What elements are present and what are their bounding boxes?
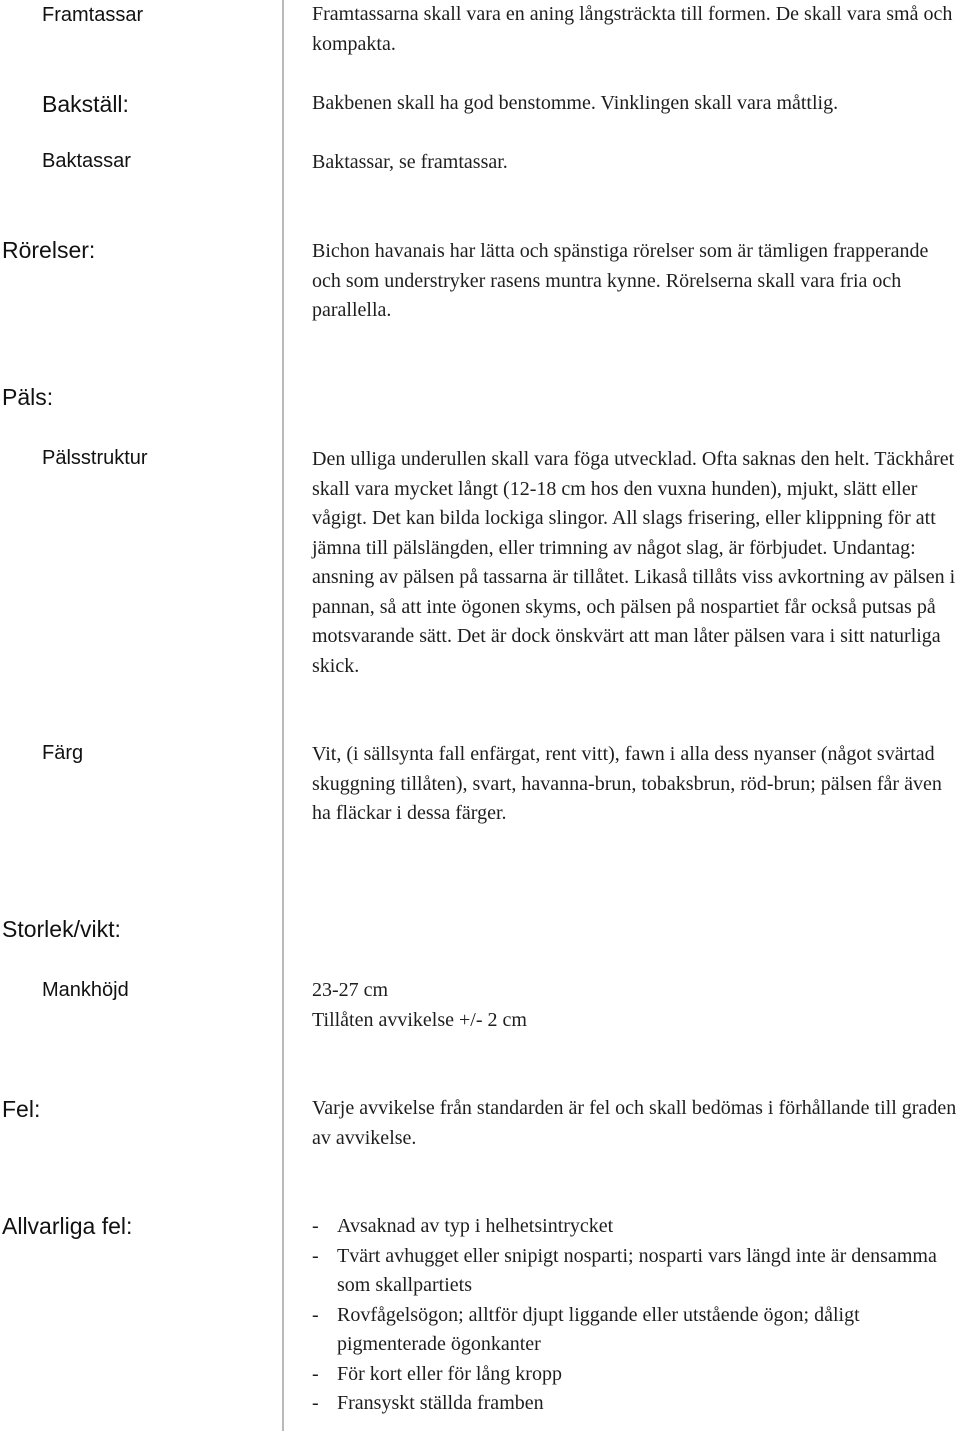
text-mankhojd: 23-27 cm Tillåten avvikelse +/- 2 cm [312, 979, 527, 1031]
list-item: - Rovfågelsögon; alltför djupt liggande eller utstående ögon; dåligt pigmenterade ögonkanter [312, 1301, 960, 1360]
text-framtassar: Framtassarna skall vara en aning långsträckta till formen. De skall vara små och kompakta. [312, 3, 953, 55]
label-rorelser: Rörelser: [2, 237, 96, 263]
text-bakstall: Bakbenen skall ha god benstomme. Vinklingen skall vara måttlig. [312, 92, 839, 114]
list-item: - För kort eller för lång kropp [312, 1360, 960, 1390]
text-fel: Varje avvikelse från standarden är fel och skall bedömas i förhållande till graden av avvikelse. [312, 1097, 957, 1149]
label-allvarliga-fel: Allvarliga fel: [2, 1213, 133, 1239]
list-allvarliga-fel [312, 1212, 960, 1419]
list-item: - Avsaknad av typ i helhetsintrycket [312, 1212, 960, 1242]
label-baktassar: Baktassar [42, 150, 131, 172]
label-fel: Fel: [2, 1096, 41, 1122]
list-item: - Fransyskt ställda framben [312, 1389, 960, 1419]
text-rorelser: Bichon havanais har lätta och spänstiga rörelser som är tämligen frapperande och som understryker rasens muntra kynne. Rörelserna skall vara fria och parallella. [312, 240, 929, 321]
label-storlek: Storlek/vikt: [2, 916, 121, 942]
text-baktassar: Baktassar, se framtassar. [312, 151, 508, 173]
label-bakstall: Bakställ: [42, 91, 129, 117]
label-farg: Färg [42, 742, 84, 764]
column-divider [282, 0, 284, 1431]
label-mankhojd: Mankhöjd [42, 979, 129, 1001]
label-palsstruktur: Pälsstruktur [42, 447, 148, 469]
label-pals: Päls: [2, 384, 54, 410]
list-item: - Tvärt avhugget eller snipigt nosparti; nosparti vars längd inte är densamma som skallpartiets [312, 1242, 960, 1301]
text-palsstruktur: Den ulliga underullen skall vara föga utvecklad. Ofta saknas den helt. Täckhåret skall vara mycket långt (12-18 cm hos den vuxna hunden), mjukt, slätt eller vågigt. Det kan bilda lockiga slingor. All slags frisering, eller klippning för att jämna till pälslängden, eller trimning av något slag, är förbjudet. Undantag: ansning av pälsen på tassarna är tillåtet. Likaså tillåts viss avkortning av pälsen i pannan, så att inte ögonen skyms, och pälsen på nospartiet får också putsas på motsvarande sätt. Det är dock önskvärt att man låter pälsen vara i sitt naturliga skick. [312, 448, 956, 677]
text-farg: Vit, (i sällsynta fall enfärgat, rent vitt), fawn i alla dess nyanser (något svärtad skuggning tillåten), svart, havanna-brun, tobaksbrun, röd-brun; pälsen får även ha fläckar i dessa färger. [312, 743, 942, 824]
label-framtassar: Framtassar [42, 4, 144, 26]
